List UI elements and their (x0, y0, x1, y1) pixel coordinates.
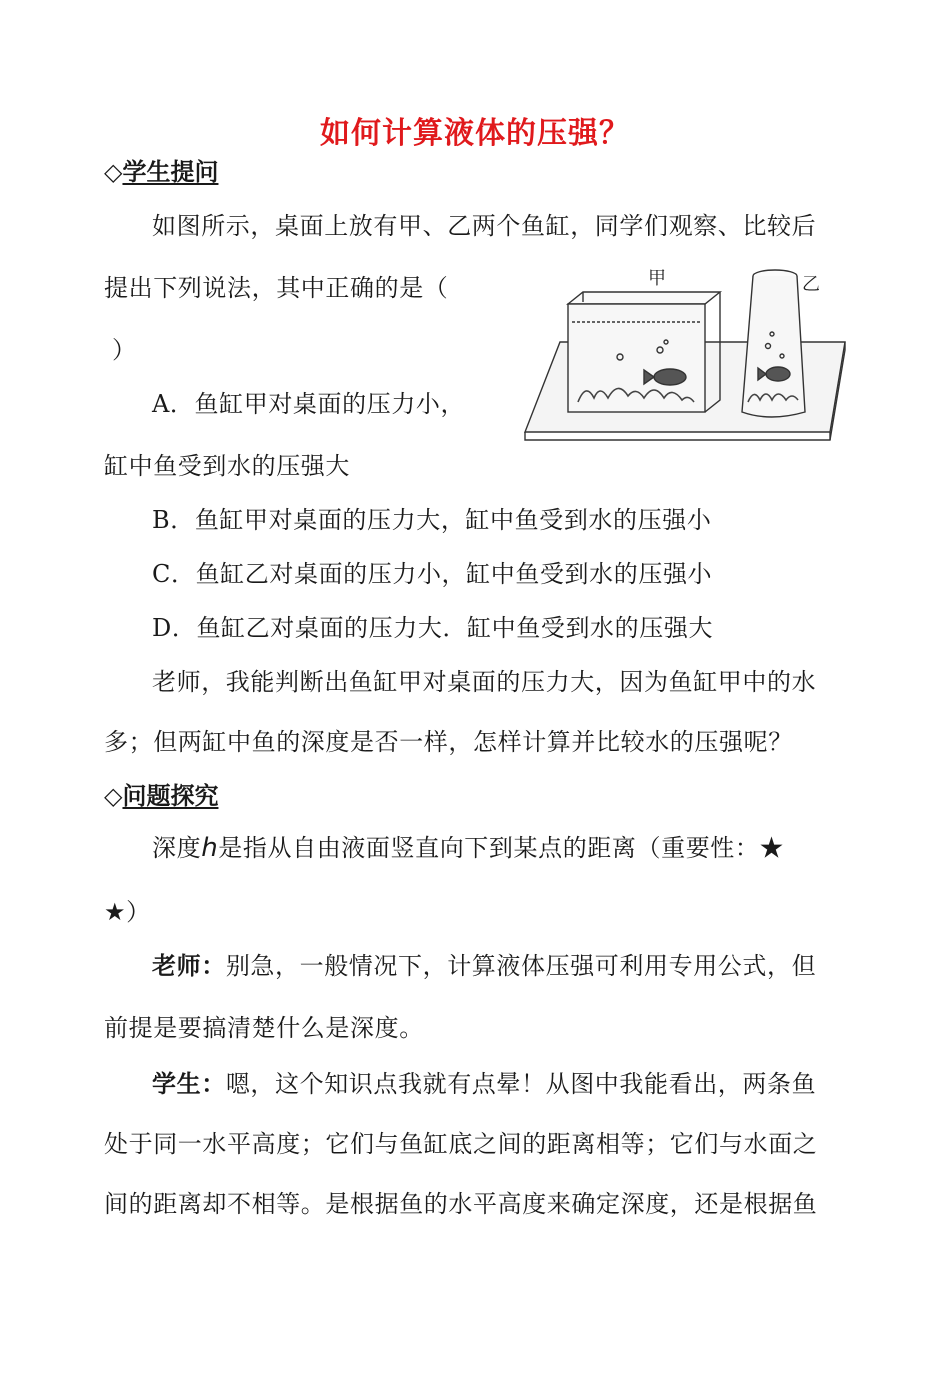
student-line-2: 处于同一水平高度；它们与鱼缸底之间的距离相等；它们与水面之 (104, 1130, 818, 1158)
teacher-text: 别急，一般情况下，计算液体压强可利用专用公式，但 (225, 952, 817, 980)
depth-variable: h (201, 833, 219, 863)
section-heading-explore (104, 776, 218, 811)
label-jia: 甲 (648, 268, 666, 288)
section-label: 学生提问 (122, 157, 219, 186)
student-text: 嗯，这个知识点我就有点晕！从图中我能看出，两条鱼 (225, 1070, 817, 1098)
option-d: D．鱼缸乙对桌面的压力大．缸中鱼受到水的压强大 (152, 614, 714, 642)
question-intro-line-3: ） (112, 336, 137, 364)
teacher-speaker: 老师： (152, 951, 226, 980)
depth-definition: 是指从自由液面竖直向下到某点的距离（重要性：★ (218, 834, 785, 862)
option-b: B．鱼缸甲对桌面的压力大，缸中鱼受到水的压强小 (152, 506, 712, 534)
student-line-1 (152, 1064, 816, 1099)
section-heading-question (104, 152, 218, 187)
diamond-icon: ◇ (104, 781, 123, 810)
question-intro-line-1: 如图所示，桌面上放有甲、乙两个鱼缸，同学们观察、比较后 (152, 212, 817, 240)
student-speaker: 学生： (152, 1069, 226, 1098)
fish-tank-figure (520, 262, 850, 447)
option-a-line-2: 缸中鱼受到水的压强大 (104, 452, 350, 480)
teacher-line-2: 前提是要搞清楚什么是深度。 (104, 1014, 424, 1042)
option-a-line-1: A．鱼缸甲对桌面的压力小， (152, 390, 466, 418)
student-question-line-2: 多；但两缸中鱼的深度是否一样，怎样计算并比较水的压强呢？ (104, 728, 793, 756)
option-c: C．鱼缸乙对桌面的压力小，缸中鱼受到水的压强小 (152, 560, 713, 588)
label-yi: 乙 (802, 274, 820, 294)
question-intro-line-2: 提出下列说法，其中正确的是（ (104, 274, 449, 302)
depth-definition-line-1 (152, 828, 784, 863)
depth-term: 深度 (152, 834, 202, 862)
student-line-3: 间的距离却不相等。是根据鱼的水平高度来确定深度，还是根据鱼 (104, 1190, 818, 1218)
vase-yi (742, 270, 805, 417)
student-question-line-1: 老师，我能判断出鱼缸甲对桌面的压力大，因为鱼缸甲中的水 (152, 668, 817, 696)
section-label: 问题探究 (122, 781, 219, 810)
teacher-line-1 (152, 946, 816, 981)
diamond-icon: ◇ (104, 157, 123, 186)
depth-definition-line-2: ★） (104, 898, 151, 926)
tank-jia (568, 292, 720, 412)
page-title: 如何计算液体的压强？ (320, 116, 630, 151)
